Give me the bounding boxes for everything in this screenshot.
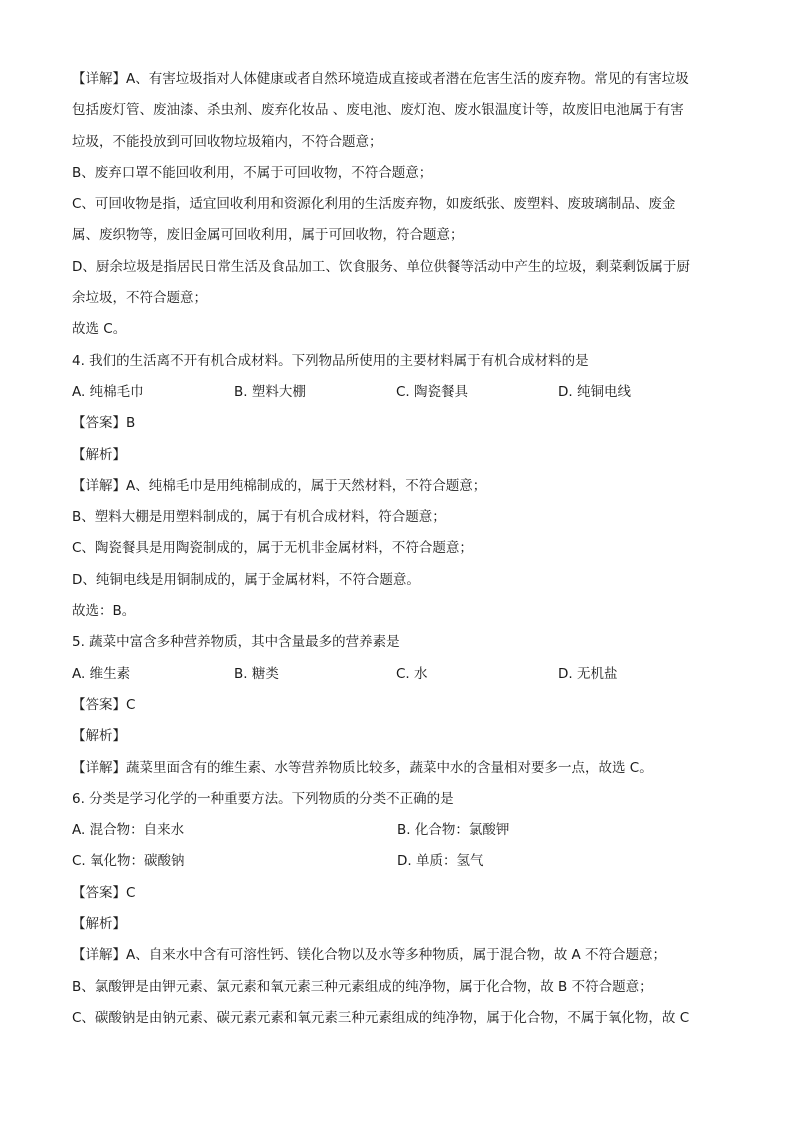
q3-detail-line: 余垃圾，不符合题意； xyxy=(72,290,207,307)
q3-detail-line: 垃圾，不能投放到可回收物垃圾箱内，不符合题意； xyxy=(72,133,383,150)
q5-answer: 【答案】C xyxy=(72,696,136,713)
q3-detail-line: 包括废灯管、废油漆、杀虫剂、废弃化妆品 、废电池、废灯泡、废水银温度计等，故废旧电池属于有害 xyxy=(72,102,684,119)
q6-detail-line: 【详解】A、自来水中含有可溶性钙、镁化合物以及水等多种物质，属于混合物，故 A 不符合题意； xyxy=(72,947,667,964)
q5-option-d: D. 无机盐 xyxy=(558,665,618,682)
q6-option-d: D. 单质：氢气 xyxy=(397,853,484,870)
q4-answer: 【答案】B xyxy=(72,415,136,432)
q4-option-a: A. 纯棉毛巾 xyxy=(72,383,144,400)
q3-detail-line: 【详解】A、有害垃圾指对人体健康或者自然环境造成直接或者潜在危害生活的废弃物。常见的有害垃圾 xyxy=(72,71,689,87)
q6-analysis-label: 【解析】 xyxy=(72,916,126,933)
q6-option-c: C. 氧化物：碳酸钠 xyxy=(72,853,185,870)
q6-option-b: B. 化合物：氯酸钾 xyxy=(397,822,510,839)
q3-conclusion: 故选 C。 xyxy=(72,321,127,338)
q4-detail-line: D、纯铜电线是用铜制成的，属于金属材料，不符合题意。 xyxy=(72,571,420,588)
q5-option-c: C. 水 xyxy=(396,665,428,682)
q6-stem: 6. 分类是学习化学的一种重要方法。下列物质的分类不正确的是 xyxy=(72,790,454,807)
q6-detail-line: B、氯酸钾是由钾元素、氯元素和氧元素三种元素组成的纯净物，属于化合物，故 B 不符合题意； xyxy=(72,978,653,995)
q3-detail-line: C、可回收物是指，适宜回收利用和资源化利用的生活废弃物，如废纸张、废塑料、废玻璃制品、废金 xyxy=(72,196,676,213)
q5-stem: 5. 蔬菜中富含多种营养物质，其中含量最多的营养素是 xyxy=(72,634,400,651)
q4-options xyxy=(72,377,732,408)
q4-stem: 4. 我们的生活离不开有机合成材料。下列物品所使用的主要材料属于有机合成材料的是 xyxy=(72,352,589,369)
q4-detail-line: B、塑料大棚是用塑料制成的，属于有机合成材料，符合题意； xyxy=(72,509,446,526)
q6-option-a: A. 混合物：自来水 xyxy=(72,822,185,839)
q5-option-b: B. 糖类 xyxy=(234,665,279,682)
q5-option-a: A. 维生素 xyxy=(72,665,131,682)
q4-conclusion: 故选：B。 xyxy=(72,603,136,620)
q6-options-row-2 xyxy=(72,846,732,877)
q3-detail-line: D、厨余垃圾是指居民日常生活及食品加工、饮食服务、单位供餐等活动中产生的垃圾，剩菜剩饭属于厨 xyxy=(72,258,690,275)
page-content xyxy=(72,64,732,1034)
q3-detail-line: B、废弃口罩不能回收利用，不属于可回收物，不符合题意； xyxy=(72,164,433,181)
q4-option-d: D. 纯铜电线 xyxy=(558,383,631,400)
q5-options xyxy=(72,659,732,690)
q6-options-row-1 xyxy=(72,815,732,846)
q5-detail-line: 【详解】蔬菜里面含有的维生素、水等营养物质比较多，蔬菜中水的含量相对要多一点，故选 C。 xyxy=(72,759,653,776)
q3-detail-line: 属、废织物等，废旧金属可回收利用，属于可回收物，符合题意； xyxy=(72,227,464,244)
q4-detail-line: C、陶瓷餐具是用陶瓷制成的，属于无机非金属材料，不符合题意； xyxy=(72,540,473,557)
q4-option-c: C. 陶瓷餐具 xyxy=(396,383,469,400)
q4-detail-line: 【详解】A、纯棉毛巾是用纯棉制成的，属于天然材料，不符合题意； xyxy=(72,477,487,494)
q5-analysis-label: 【解析】 xyxy=(72,728,126,745)
q6-answer: 【答案】C xyxy=(72,884,136,901)
q4-option-b: B. 塑料大棚 xyxy=(234,383,306,400)
q4-analysis-label: 【解析】 xyxy=(72,446,126,463)
q6-detail-line: C、碳酸钠是由钠元素、碳元素元素和氧元素三种元素组成的纯净物，属于化合物，不属于氧化物，故 C xyxy=(72,1009,690,1026)
